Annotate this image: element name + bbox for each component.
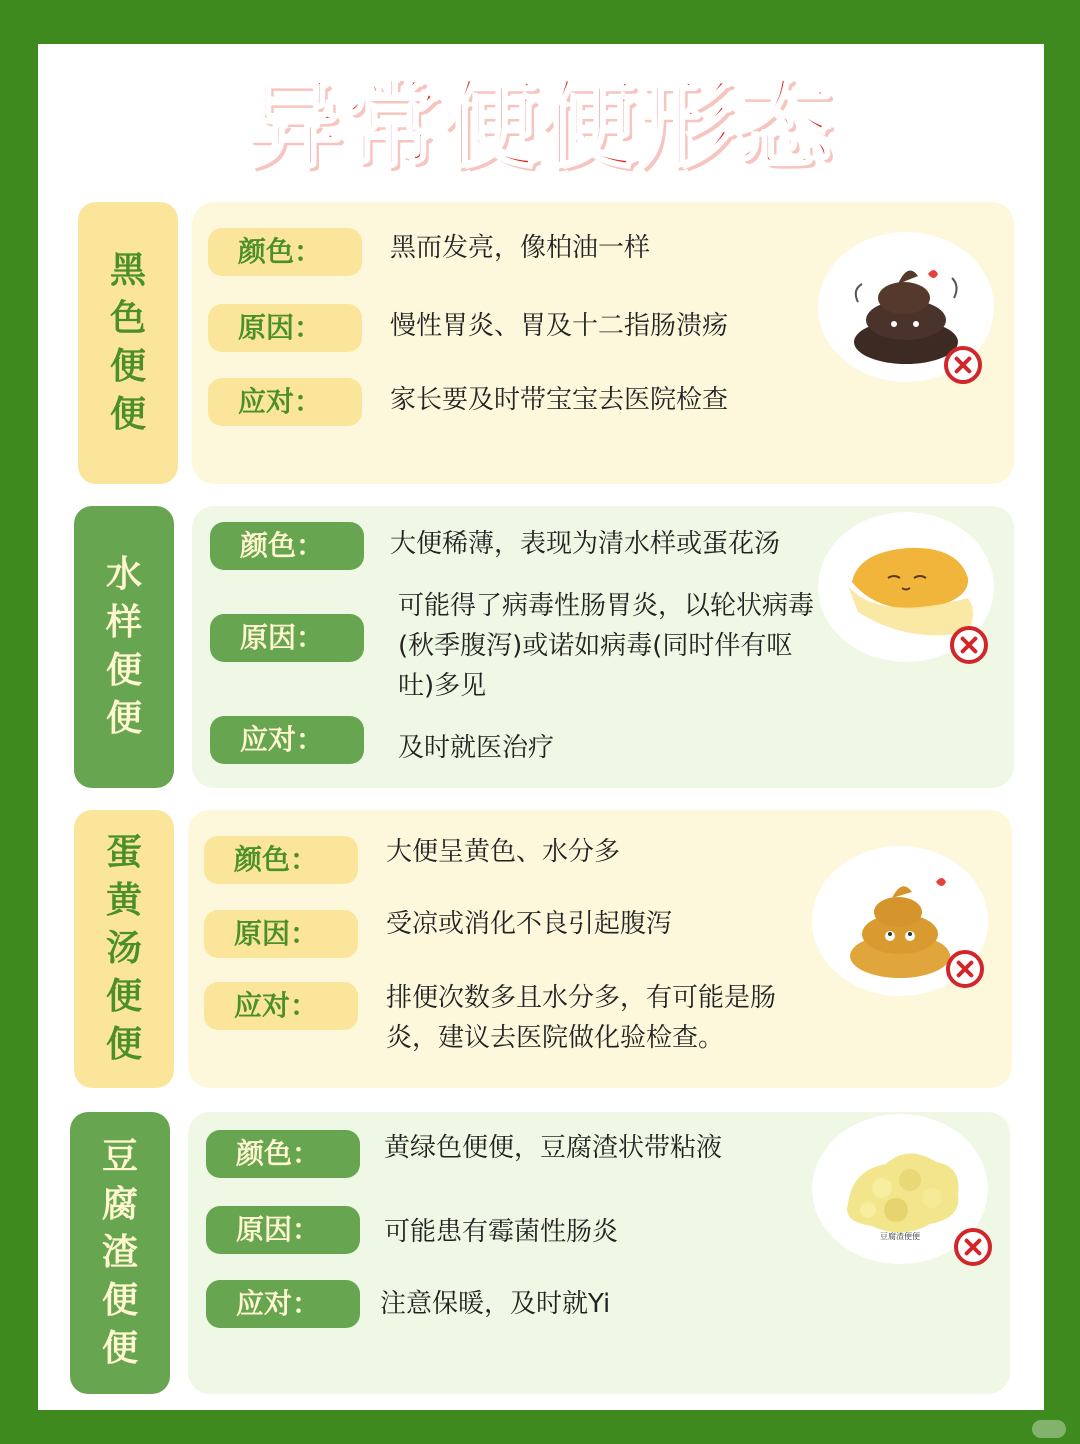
section-black-stool <box>78 202 1014 484</box>
cause-text: 慢性胃炎、胃及十二指肠溃疡 <box>390 311 729 341</box>
cross-icon <box>954 1228 992 1266</box>
cause-text: 可能患有霉菌性肠炎 <box>384 1217 619 1247</box>
section-name: 水 样 便 便 <box>74 506 174 788</box>
color-text: 黑而发亮，像柏油一样 <box>390 233 651 263</box>
action-text: 排便次数多且水分多，有可能是肠炎，建议去医院做化验检查。 <box>386 983 777 1053</box>
action-text: 及时就医治疗 <box>398 733 555 763</box>
section-name: 蛋 黄 汤 便 便 <box>74 810 174 1088</box>
action-label: 应对： <box>208 378 362 426</box>
action-label: 应对： <box>206 1280 360 1328</box>
cross-icon <box>950 626 988 664</box>
color-label: 颜色： <box>210 522 364 570</box>
color-label: 颜色： <box>204 836 358 884</box>
color-text: 大便稀薄，表现为清水样或蛋花汤 <box>390 529 781 559</box>
cause-label: 原因： <box>208 304 362 352</box>
cause-text: 受凉或消化不良引起腹泻 <box>386 909 673 939</box>
cause-label: 原因： <box>204 910 358 958</box>
section-egg-yolk-stool <box>74 810 1012 1088</box>
color-text: 大便呈黄色、水分多 <box>386 837 621 867</box>
action-text: 家长要及时带宝宝去医院检查 <box>390 385 729 415</box>
color-label: 颜色： <box>206 1130 360 1178</box>
section-watery-stool <box>74 506 1014 788</box>
section-name: 豆 腐 渣 便 便 <box>70 1112 170 1394</box>
section-tofu-residue-stool <box>70 1112 1010 1394</box>
image-caption: 豆腐渣便便 <box>880 1232 920 1241</box>
watermark-logo <box>1032 1420 1066 1438</box>
action-text: 注意保暖，及时就Yi <box>380 1289 611 1319</box>
page-title: 异常便便形态 <box>246 69 834 181</box>
cause-label: 原因： <box>206 1206 360 1254</box>
section-name: 黑 色 便 便 <box>78 202 178 484</box>
cross-icon <box>944 346 982 384</box>
cause-label: 原因： <box>210 614 364 662</box>
cross-icon <box>946 950 984 988</box>
action-label: 应对： <box>204 982 358 1030</box>
color-label: 颜色： <box>208 228 362 276</box>
action-label: 应对： <box>210 716 364 764</box>
color-text: 黄绿色便便，豆腐渣状带粘液 <box>384 1133 723 1163</box>
cause-text: 可能得了病毒性肠胃炎，以轮状病毒(秋季腹泻)或诺如病毒(同时伴有呕吐)多见 <box>398 591 815 701</box>
